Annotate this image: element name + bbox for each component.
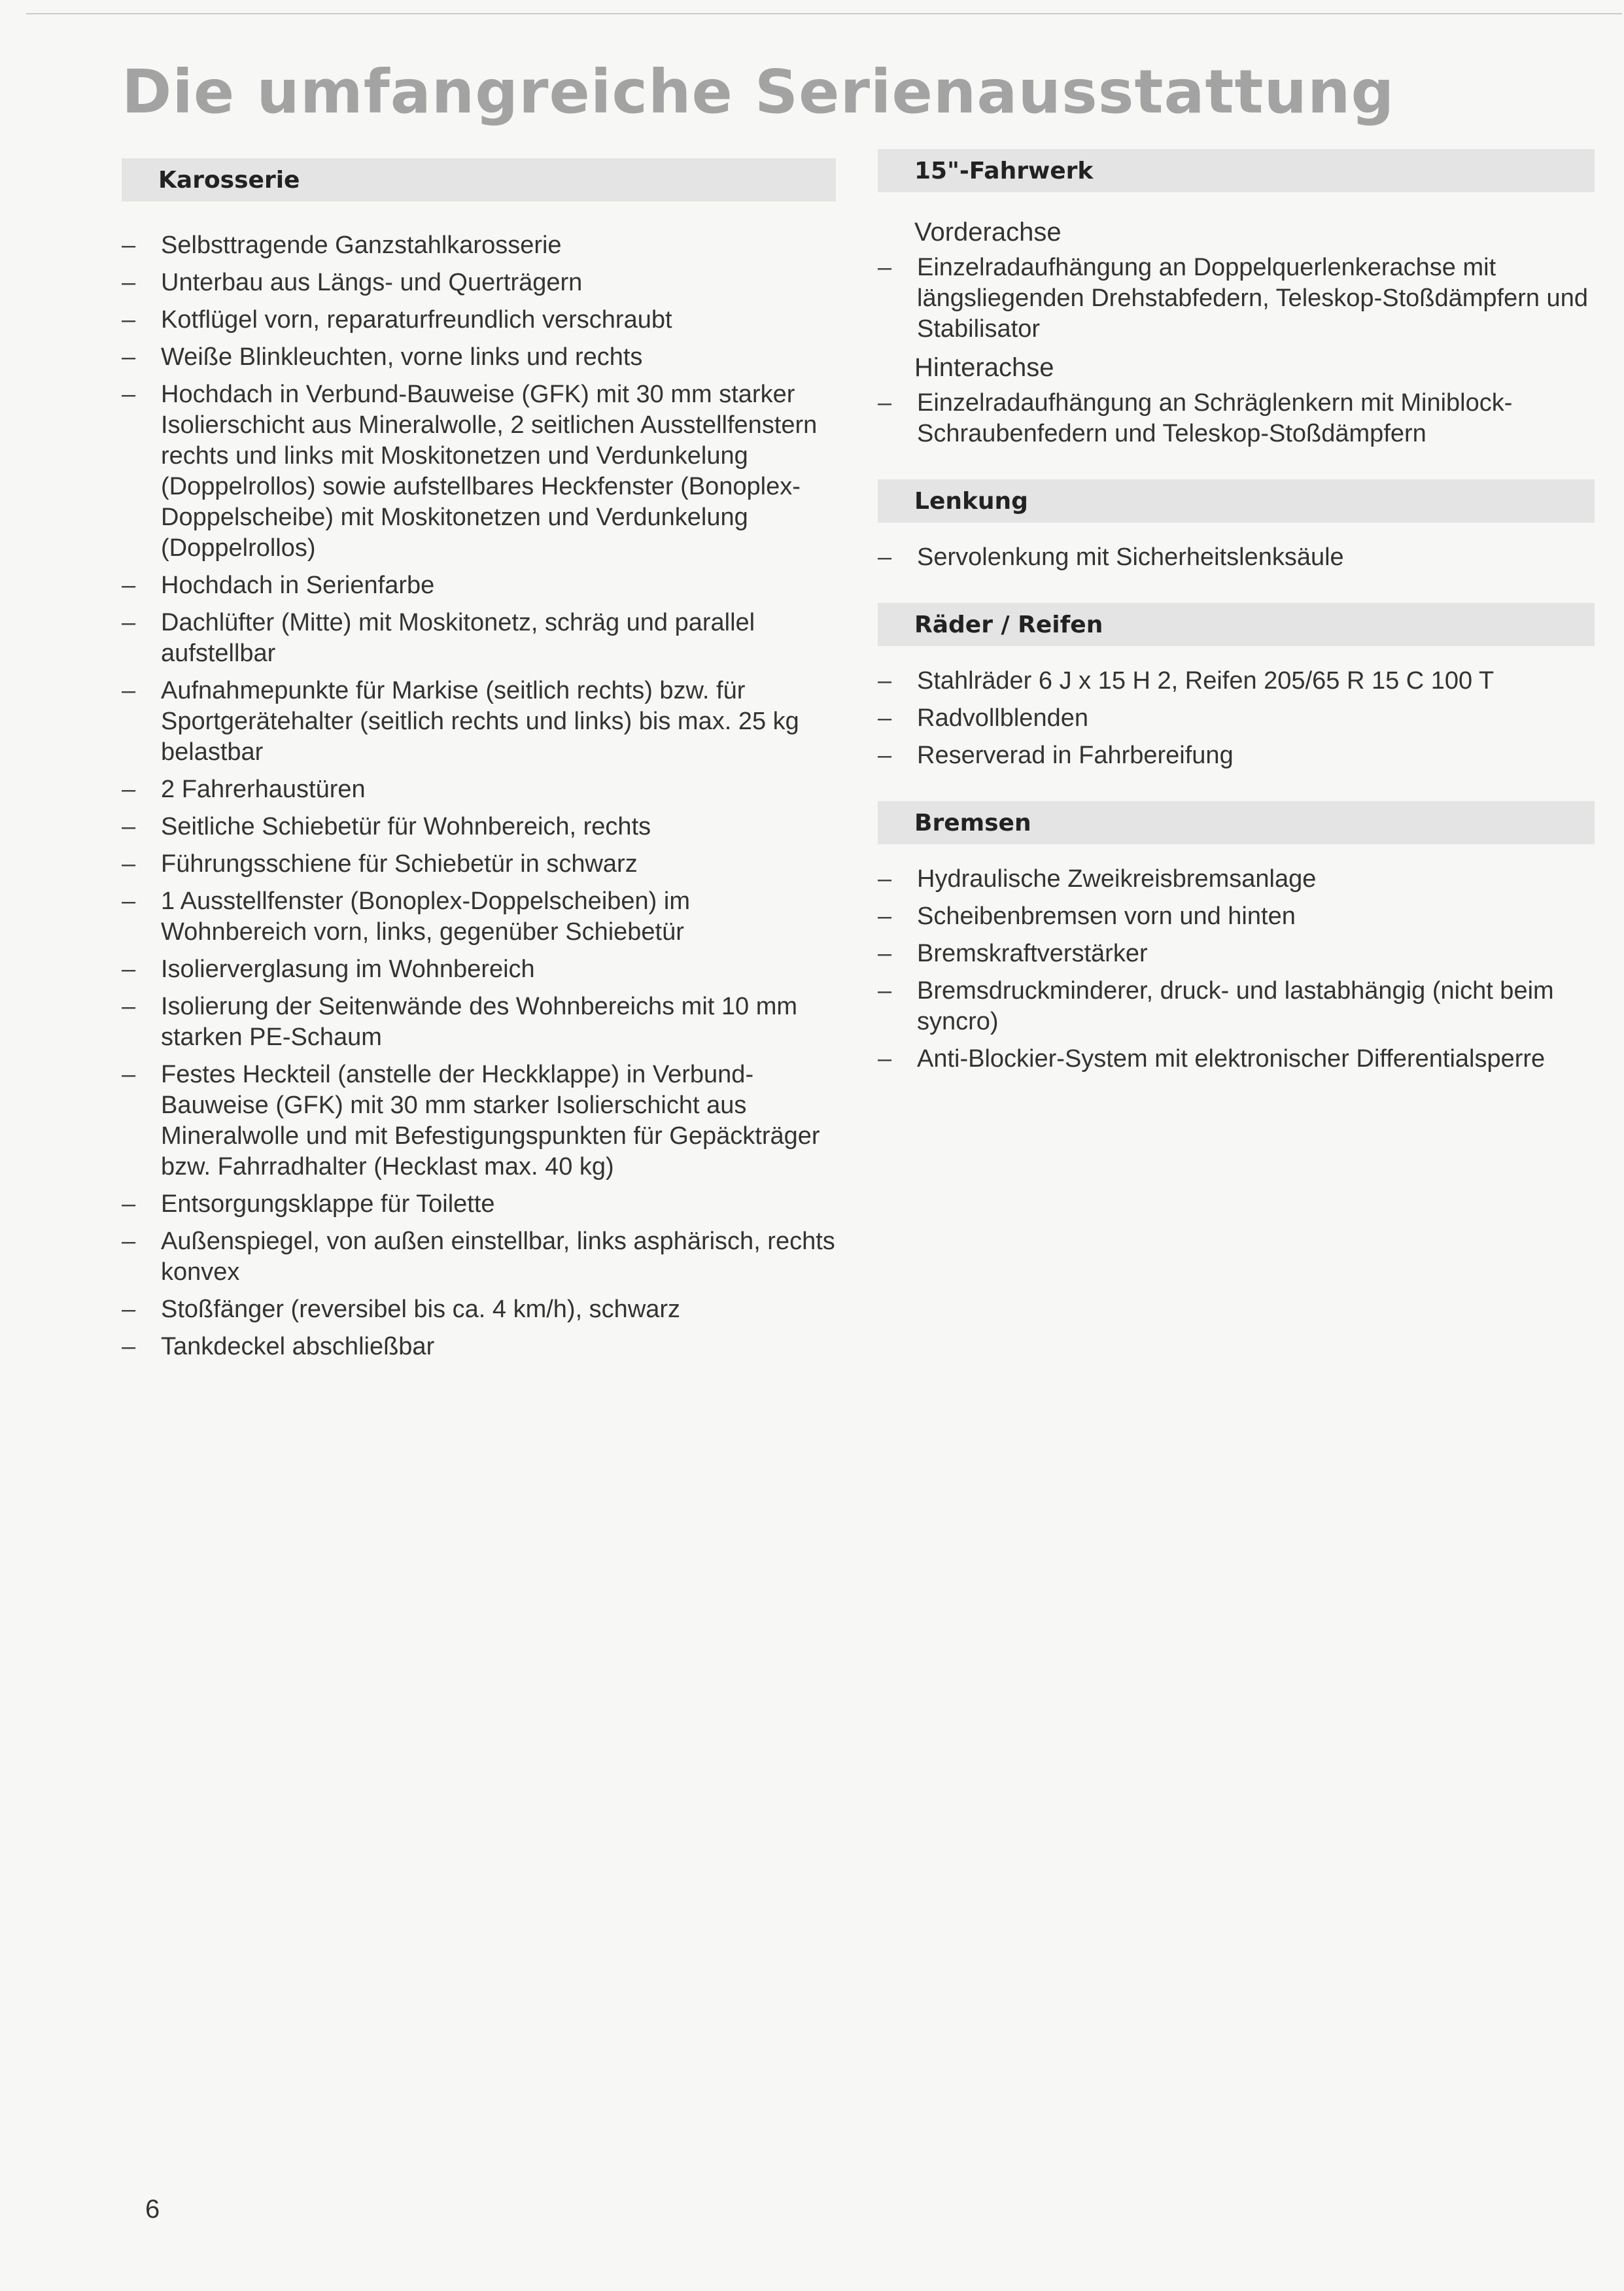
dash-bullet: – xyxy=(878,903,892,930)
list-item-text: Festes Heckteil (anstelle der Heckklappe) in Verbund-Bauweise (GFK) mit 30 mm starker Isolierschicht aus Mineralwolle und mit Befestigungspunkten für Gepäckträger bzw. Fahrradhalter (Hecklast max. 40 kg) xyxy=(161,1061,820,1180)
list-item-text: Isolierung der Seitenwände des Wohnbereichs mit 10 mm starken PE-Schaum xyxy=(161,993,798,1051)
list-item-text: Isolierverglasung im Wohnbereich xyxy=(161,956,535,983)
dash-bullet: – xyxy=(878,742,892,769)
list-item-text: Dachlüfter (Mitte) mit Moskitonetz, schräg und parallel aufstellbar xyxy=(161,609,755,667)
subheading-hinterachse: Hinterachse xyxy=(914,353,1054,382)
section-heading-lenkung: Lenkung xyxy=(878,479,1595,523)
dash-bullet: – xyxy=(878,254,892,281)
dash-bullet: – xyxy=(122,232,136,259)
list-item-text: Radvollblenden xyxy=(917,704,1088,732)
dash-bullet: – xyxy=(878,543,892,571)
dash-bullet: – xyxy=(122,677,136,704)
page-title: Die umfangreiche Serienausstattung xyxy=(122,57,1395,127)
lenkung-list xyxy=(878,542,1595,573)
dash-bullet: – xyxy=(878,704,892,732)
dash-bullet: – xyxy=(122,1190,136,1218)
dash-bullet: – xyxy=(878,1045,892,1073)
list-item-text: Führungsschiene für Schiebetür in schwarz xyxy=(161,850,638,878)
bremsen-list xyxy=(878,864,1595,1075)
list-item-text: 1 Ausstellfenster (Bonoplex-Doppelscheiben) im Wohnbereich vorn, links, gegenüber Schiebetür xyxy=(161,887,690,946)
list-item xyxy=(122,305,836,336)
list-item xyxy=(122,774,836,805)
list-item xyxy=(122,1059,836,1182)
list-item-text: Selbsttragende Ganzstahlkarosserie xyxy=(161,232,562,259)
dash-bullet: – xyxy=(878,667,892,695)
list-item xyxy=(122,991,836,1053)
list-item xyxy=(878,666,1595,697)
dash-bullet: – xyxy=(122,343,136,371)
list-item-text: Scheibenbremsen vorn und hinten xyxy=(917,903,1296,930)
list-item xyxy=(122,676,836,768)
list-item xyxy=(878,976,1595,1037)
dash-bullet: – xyxy=(878,865,892,893)
list-item xyxy=(122,342,836,373)
list-item-text: Bremskraftverstärker xyxy=(917,940,1148,967)
dash-bullet: – xyxy=(122,381,136,408)
list-item xyxy=(122,570,836,601)
list-item-text: Anti-Blockier-System mit elektronischer Differentialsperre xyxy=(917,1045,1546,1073)
dash-bullet: – xyxy=(122,993,136,1020)
list-item xyxy=(878,864,1595,895)
karosserie-list xyxy=(122,230,836,1362)
list-item xyxy=(122,267,836,298)
section-heading-fahrwerk: 15"-Fahrwerk xyxy=(878,149,1595,192)
list-item-text: Stoßfänger (reversibel bis ca. 4 km/h), schwarz xyxy=(161,1296,681,1323)
list-item-text: Außenspiegel, von außen einstellbar, links asphärisch, rechts konvex xyxy=(161,1228,835,1286)
left-column xyxy=(122,158,836,1369)
list-item-text: Bremsdruckminderer, druck- und lastabhängig (nicht beim syncro) xyxy=(917,977,1554,1035)
list-item-text: Stahlräder 6 J x 15 H 2, Reifen 205/65 R 15 C 100 T xyxy=(917,667,1494,695)
section-heading-karosserie: Karosserie xyxy=(122,158,836,201)
list-item xyxy=(122,812,836,842)
dash-bullet: – xyxy=(122,1228,136,1255)
list-item xyxy=(878,740,1595,771)
dash-bullet: – xyxy=(878,940,892,967)
hinterachse-list xyxy=(878,388,1595,449)
list-item xyxy=(122,608,836,669)
dash-bullet: – xyxy=(122,1296,136,1323)
list-item-text: Unterbau aus Längs- und Querträgern xyxy=(161,269,583,296)
list-item xyxy=(878,939,1595,969)
dash-bullet: – xyxy=(122,572,136,599)
section-heading-raeder: Räder / Reifen xyxy=(878,603,1595,646)
list-item xyxy=(122,230,836,261)
list-item-text: Kotflügel vorn, reparaturfreundlich verschraubt xyxy=(161,306,672,334)
list-item-text: 2 Fahrerhaustüren xyxy=(161,776,366,803)
dash-bullet: – xyxy=(122,1333,136,1360)
list-item-text: Hochdach in Verbund-Bauweise (GFK) mit 30 mm starker Isolierschicht aus Mineralwolle, 2 seitlichen Ausstellfenstern rechts und links mit Moskitonetzen und Verdunkelung (Doppelrollos) sowie aufstellbares Heckfenster (Bonoplex-Doppelscheibe) mit Moskitonetzen und Verdunkelung (Doppelrollos) xyxy=(161,381,818,562)
dash-bullet: – xyxy=(122,850,136,878)
list-item-text: Einzelradaufhängung an Doppelquerlenkerachse mit längsliegenden Drehstabfedern, Teleskop-Stoßdämpfern und Stabilisator xyxy=(917,254,1588,343)
list-item xyxy=(878,901,1595,932)
page-number: 6 xyxy=(145,2195,160,2224)
dash-bullet: – xyxy=(122,306,136,334)
list-item xyxy=(122,954,836,985)
top-rule xyxy=(26,13,1622,14)
dash-bullet: – xyxy=(122,1061,136,1088)
vorderachse-list xyxy=(878,252,1595,345)
dash-bullet: – xyxy=(122,887,136,915)
dash-bullet: – xyxy=(122,776,136,803)
dash-bullet: – xyxy=(878,977,892,1005)
list-item-text: Hochdach in Serienfarbe xyxy=(161,572,435,599)
list-item-text: Weiße Blinkleuchten, vorne links und rechts xyxy=(161,343,643,371)
list-item-text: Entsorgungsklappe für Toilette xyxy=(161,1190,495,1218)
list-item-text: Tankdeckel abschließbar xyxy=(161,1333,435,1360)
dash-bullet: – xyxy=(122,609,136,636)
list-item xyxy=(122,849,836,880)
list-item xyxy=(878,703,1595,734)
list-item-text: Hydraulische Zweikreisbremsanlage xyxy=(917,865,1317,893)
list-item-text: Servolenkung mit Sicherheitslenksäule xyxy=(917,543,1344,571)
list-item-text: Einzelradaufhängung an Schräglenkern mit Miniblock-Schraubenfedern und Teleskop-Stoßdämpfern xyxy=(917,389,1513,447)
dash-bullet: – xyxy=(122,269,136,296)
dash-bullet: – xyxy=(122,813,136,840)
list-item xyxy=(878,388,1595,449)
dash-bullet: – xyxy=(878,389,892,417)
list-item xyxy=(122,1189,836,1220)
right-column xyxy=(878,149,1595,1081)
list-item xyxy=(122,1226,836,1288)
list-item xyxy=(122,1332,836,1362)
list-item xyxy=(878,252,1595,345)
list-item xyxy=(122,379,836,564)
dash-bullet: – xyxy=(122,956,136,983)
list-item xyxy=(878,1044,1595,1075)
list-item xyxy=(122,886,836,948)
subheading-vorderachse: Vorderachse xyxy=(914,218,1062,247)
raeder-list xyxy=(878,666,1595,771)
list-item xyxy=(122,1294,836,1325)
list-item-text: Aufnahmepunkte für Markise (seitlich rechts) bzw. für Sportgerätehalter (seitlich rechts und links) bis max. 25 kg belastbar xyxy=(161,677,799,766)
section-heading-bremsen: Bremsen xyxy=(878,801,1595,844)
list-item xyxy=(878,542,1595,573)
list-item-text: Seitliche Schiebetür für Wohnbereich, rechts xyxy=(161,813,651,840)
list-item-text: Reserverad in Fahrbereifung xyxy=(917,742,1234,769)
